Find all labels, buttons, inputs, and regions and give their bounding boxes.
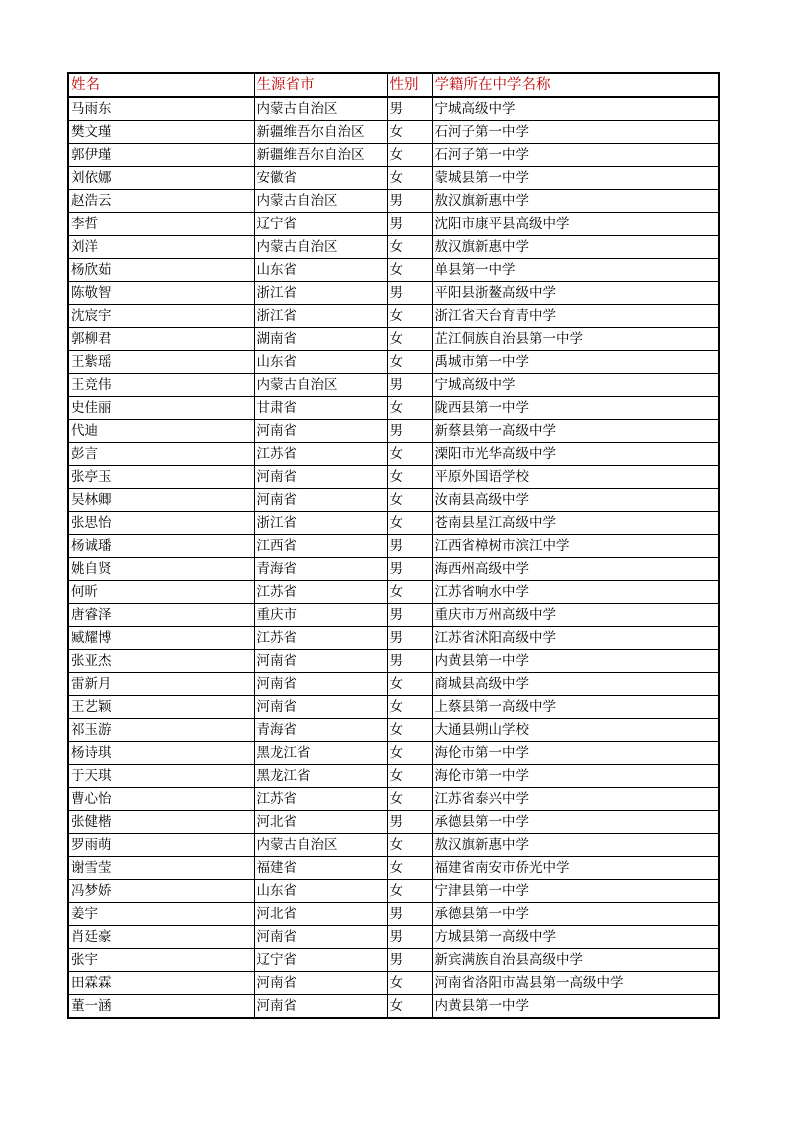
cell-name: 臧耀博 [68, 627, 254, 650]
cell-school: 重庆市万州高级中学 [432, 604, 719, 627]
cell-school: 沈阳市康平县高级中学 [432, 213, 719, 236]
cell-gender: 女 [387, 581, 432, 604]
header-name: 姓名 [68, 73, 254, 97]
cell-province: 青海省 [254, 558, 387, 581]
cell-province: 河北省 [254, 811, 387, 834]
cell-province: 内蒙古自治区 [254, 236, 387, 259]
cell-school: 内黄县第一中学 [432, 650, 719, 673]
cell-province: 河南省 [254, 995, 387, 1019]
cell-province: 甘肃省 [254, 397, 387, 420]
table-row [68, 167, 719, 190]
cell-province: 内蒙古自治区 [254, 834, 387, 857]
table-row [68, 351, 719, 374]
cell-school: 海伦市第一中学 [432, 765, 719, 788]
cell-gender: 男 [387, 213, 432, 236]
cell-gender: 女 [387, 121, 432, 144]
cell-school: 陇西县第一中学 [432, 397, 719, 420]
cell-gender: 女 [387, 443, 432, 466]
cell-gender: 女 [387, 305, 432, 328]
cell-school: 苍南县星江高级中学 [432, 512, 719, 535]
cell-gender: 男 [387, 926, 432, 949]
cell-province: 河南省 [254, 466, 387, 489]
cell-province: 内蒙古自治区 [254, 190, 387, 213]
cell-province: 山东省 [254, 351, 387, 374]
cell-gender: 男 [387, 650, 432, 673]
cell-school: 江苏省响水中学 [432, 581, 719, 604]
header-province: 生源省市 [254, 73, 387, 97]
cell-gender: 女 [387, 857, 432, 880]
cell-school: 石河子第一中学 [432, 121, 719, 144]
cell-school: 敖汉旗新惠中学 [432, 236, 719, 259]
cell-gender: 女 [387, 742, 432, 765]
table-row [68, 282, 719, 305]
cell-gender: 女 [387, 765, 432, 788]
cell-school: 蒙城县第一中学 [432, 167, 719, 190]
header-gender: 性别 [387, 73, 432, 97]
cell-name: 姜宇 [68, 903, 254, 926]
table-row [68, 236, 719, 259]
cell-school: 宁津县第一中学 [432, 880, 719, 903]
cell-province: 辽宁省 [254, 949, 387, 972]
cell-province: 江苏省 [254, 443, 387, 466]
cell-school: 江西省樟树市滨江中学 [432, 535, 719, 558]
cell-gender: 男 [387, 282, 432, 305]
table-row [68, 466, 719, 489]
cell-name: 郭柳君 [68, 328, 254, 351]
cell-gender: 男 [387, 190, 432, 213]
cell-school: 石河子第一中学 [432, 144, 719, 167]
table-row [68, 995, 719, 1019]
table-row [68, 673, 719, 696]
cell-province: 河南省 [254, 926, 387, 949]
table-row [68, 397, 719, 420]
cell-name: 杨欣茹 [68, 259, 254, 282]
table-row [68, 443, 719, 466]
cell-province: 河南省 [254, 696, 387, 719]
cell-name: 沈宸宇 [68, 305, 254, 328]
table-row [68, 765, 719, 788]
cell-school: 河南省洛阳市嵩县第一高级中学 [432, 972, 719, 995]
cell-name: 唐睿泽 [68, 604, 254, 627]
cell-province: 青海省 [254, 719, 387, 742]
table-row [68, 903, 719, 926]
table-row [68, 121, 719, 144]
cell-name: 刘洋 [68, 236, 254, 259]
cell-gender: 女 [387, 834, 432, 857]
table-row [68, 926, 719, 949]
cell-name: 郭伊瑾 [68, 144, 254, 167]
cell-gender: 女 [387, 512, 432, 535]
cell-name: 姚自贤 [68, 558, 254, 581]
cell-gender: 男 [387, 420, 432, 443]
cell-school: 海西州高级中学 [432, 558, 719, 581]
cell-name: 罗雨萌 [68, 834, 254, 857]
cell-province: 江苏省 [254, 581, 387, 604]
cell-gender: 女 [387, 144, 432, 167]
cell-province: 浙江省 [254, 282, 387, 305]
cell-name: 吴林卿 [68, 489, 254, 512]
cell-name: 杨诗琪 [68, 742, 254, 765]
table-row [68, 972, 719, 995]
table-row [68, 259, 719, 282]
cell-province: 河南省 [254, 489, 387, 512]
cell-province: 江苏省 [254, 627, 387, 650]
cell-gender: 男 [387, 811, 432, 834]
cell-school: 江苏省沭阳高级中学 [432, 627, 719, 650]
table-row [68, 719, 719, 742]
cell-name: 张健楷 [68, 811, 254, 834]
cell-province: 新疆维吾尔自治区 [254, 144, 387, 167]
cell-province: 河南省 [254, 420, 387, 443]
cell-province: 重庆市 [254, 604, 387, 627]
cell-gender: 女 [387, 673, 432, 696]
header-school: 学籍所在中学名称 [432, 73, 719, 97]
table-row [68, 305, 719, 328]
cell-province: 内蒙古自治区 [254, 97, 387, 121]
cell-gender: 男 [387, 97, 432, 121]
cell-gender: 女 [387, 719, 432, 742]
cell-gender: 女 [387, 788, 432, 811]
cell-province: 内蒙古自治区 [254, 374, 387, 397]
cell-name: 田霖霖 [68, 972, 254, 995]
cell-school: 单县第一中学 [432, 259, 719, 282]
cell-name: 彭言 [68, 443, 254, 466]
cell-province: 河南省 [254, 673, 387, 696]
table-row [68, 328, 719, 351]
cell-name: 史佳丽 [68, 397, 254, 420]
cell-province: 福建省 [254, 857, 387, 880]
cell-province: 河南省 [254, 972, 387, 995]
cell-name: 王竞伟 [68, 374, 254, 397]
cell-name: 谢雪莹 [68, 857, 254, 880]
cell-name: 肖廷豪 [68, 926, 254, 949]
table-row [68, 558, 719, 581]
table-row [68, 696, 719, 719]
table-row [68, 512, 719, 535]
cell-school: 福建省南安市侨光中学 [432, 857, 719, 880]
cell-gender: 女 [387, 466, 432, 489]
cell-province: 辽宁省 [254, 213, 387, 236]
table-row [68, 581, 719, 604]
table-row [68, 811, 719, 834]
cell-province: 湖南省 [254, 328, 387, 351]
cell-school: 宁城高级中学 [432, 374, 719, 397]
table-row [68, 788, 719, 811]
cell-gender: 男 [387, 627, 432, 650]
table-row [68, 742, 719, 765]
cell-school: 大通县朔山学校 [432, 719, 719, 742]
table-row [68, 190, 719, 213]
table-body [68, 97, 719, 1018]
cell-gender: 女 [387, 995, 432, 1019]
cell-school: 汝南县高级中学 [432, 489, 719, 512]
table-row [68, 420, 719, 443]
cell-gender: 男 [387, 604, 432, 627]
cell-province: 河北省 [254, 903, 387, 926]
student-table-container [67, 72, 720, 1019]
cell-school: 新宾满族自治县高级中学 [432, 949, 719, 972]
cell-gender: 女 [387, 351, 432, 374]
cell-school: 承德县第一中学 [432, 903, 719, 926]
cell-school: 平原外国语学校 [432, 466, 719, 489]
cell-name: 李哲 [68, 213, 254, 236]
cell-name: 王紫瑶 [68, 351, 254, 374]
cell-school: 方城县第一高级中学 [432, 926, 719, 949]
cell-school: 承德县第一中学 [432, 811, 719, 834]
cell-gender: 男 [387, 374, 432, 397]
cell-name: 张亭玉 [68, 466, 254, 489]
cell-province: 山东省 [254, 880, 387, 903]
cell-name: 张宇 [68, 949, 254, 972]
cell-province: 浙江省 [254, 305, 387, 328]
cell-province: 安徽省 [254, 167, 387, 190]
cell-province: 黑龙江省 [254, 765, 387, 788]
table-row [68, 627, 719, 650]
cell-name: 张思怡 [68, 512, 254, 535]
table-row [68, 650, 719, 673]
cell-name: 冯梦娇 [68, 880, 254, 903]
cell-gender: 女 [387, 489, 432, 512]
cell-school: 溧阳市光华高级中学 [432, 443, 719, 466]
cell-name: 马雨东 [68, 97, 254, 121]
cell-name: 张亚杰 [68, 650, 254, 673]
cell-province: 江西省 [254, 535, 387, 558]
cell-school: 海伦市第一中学 [432, 742, 719, 765]
student-table [67, 72, 720, 1019]
cell-province: 浙江省 [254, 512, 387, 535]
cell-school: 禹城市第一中学 [432, 351, 719, 374]
cell-name: 樊文瑾 [68, 121, 254, 144]
cell-school: 上蔡县第一高级中学 [432, 696, 719, 719]
cell-name: 曹心怡 [68, 788, 254, 811]
cell-school: 内黄县第一中学 [432, 995, 719, 1019]
table-row [68, 374, 719, 397]
cell-gender: 女 [387, 696, 432, 719]
cell-name: 陈敬智 [68, 282, 254, 305]
cell-gender: 男 [387, 535, 432, 558]
cell-name: 代迪 [68, 420, 254, 443]
cell-school: 新蔡县第一高级中学 [432, 420, 719, 443]
table-row [68, 213, 719, 236]
table-row [68, 97, 719, 121]
cell-gender: 女 [387, 880, 432, 903]
cell-school: 江苏省泰兴中学 [432, 788, 719, 811]
cell-gender: 女 [387, 972, 432, 995]
cell-school: 芷江侗族自治县第一中学 [432, 328, 719, 351]
cell-name: 杨诚璠 [68, 535, 254, 558]
table-row [68, 949, 719, 972]
cell-name: 何昕 [68, 581, 254, 604]
cell-gender: 女 [387, 167, 432, 190]
cell-province: 江苏省 [254, 788, 387, 811]
cell-province: 黑龙江省 [254, 742, 387, 765]
cell-gender: 男 [387, 558, 432, 581]
cell-school: 敖汉旗新惠中学 [432, 190, 719, 213]
table-row [68, 489, 719, 512]
cell-gender: 女 [387, 397, 432, 420]
cell-gender: 男 [387, 949, 432, 972]
cell-gender: 女 [387, 236, 432, 259]
cell-school: 商城县高级中学 [432, 673, 719, 696]
cell-province: 河南省 [254, 650, 387, 673]
cell-school: 浙江省天台育青中学 [432, 305, 719, 328]
cell-name: 雷新月 [68, 673, 254, 696]
cell-name: 祁玉游 [68, 719, 254, 742]
table-row [68, 535, 719, 558]
cell-gender: 女 [387, 328, 432, 351]
cell-gender: 男 [387, 903, 432, 926]
table-row [68, 880, 719, 903]
cell-school: 平阳县浙鳌高级中学 [432, 282, 719, 305]
cell-province: 山东省 [254, 259, 387, 282]
cell-name: 刘依娜 [68, 167, 254, 190]
table-header-row [68, 73, 719, 97]
cell-school: 宁城高级中学 [432, 97, 719, 121]
table-row [68, 144, 719, 167]
cell-name: 赵浩云 [68, 190, 254, 213]
table-row [68, 834, 719, 857]
cell-school: 敖汉旗新惠中学 [432, 834, 719, 857]
cell-name: 于天琪 [68, 765, 254, 788]
cell-name: 董一涵 [68, 995, 254, 1019]
table-row [68, 604, 719, 627]
table-row [68, 857, 719, 880]
cell-province: 新疆维吾尔自治区 [254, 121, 387, 144]
cell-gender: 女 [387, 259, 432, 282]
cell-name: 王艺颖 [68, 696, 254, 719]
